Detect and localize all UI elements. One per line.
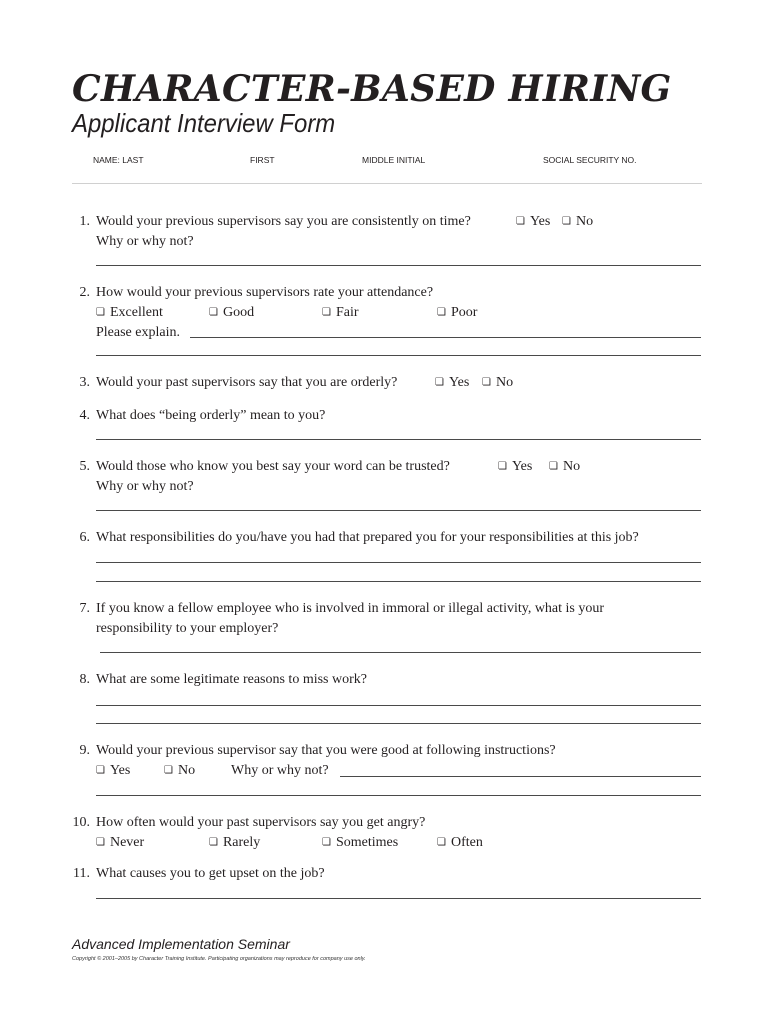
header-divider	[72, 183, 702, 184]
answer-line[interactable]	[96, 705, 701, 706]
question-number: 6.	[79, 530, 90, 545]
question-followup: Please explain.	[96, 325, 180, 340]
question-text: What causes you to get upset on the job?	[96, 866, 325, 881]
checkbox-icon[interactable]: ❏	[516, 216, 525, 227]
answer-line[interactable]	[96, 795, 701, 796]
checkbox-icon[interactable]: ❏	[435, 377, 444, 388]
checkbox-icon[interactable]: ❏	[96, 765, 105, 776]
question-number: 5.	[79, 459, 90, 474]
checkbox-icon[interactable]: ❏	[322, 837, 331, 848]
option-poor[interactable]: ❏ Poor	[437, 305, 478, 320]
checkbox-icon[interactable]: ❏	[437, 307, 446, 318]
question-followup: Why or why not?	[96, 479, 194, 494]
question-text: Would those who know you best say your word can be trusted?	[96, 459, 450, 474]
question-text: What does “being orderly” mean to you?	[96, 408, 326, 423]
option-good[interactable]: ❏ Good	[209, 305, 255, 320]
question-text: If you know a fellow employee who is involved in immoral or illegal activity, what is your	[96, 601, 605, 616]
question-number: 2.	[79, 285, 90, 300]
copyright-notice: Copyright © 2001–2005 by Character Training Institute. Participating organizations may reproduce for company use only.	[72, 956, 366, 962]
checkbox-icon[interactable]: ❏	[322, 307, 331, 318]
option-often[interactable]: ❏ Often	[437, 835, 483, 850]
question-text: Would your previous supervisor say that you were good at following instructions?	[96, 743, 556, 758]
form-title: CHARACTER-BASED HIRING	[72, 68, 672, 110]
question-number: 11.	[73, 866, 90, 881]
question-text: What are some legitimate reasons to miss work?	[96, 672, 367, 687]
answer-line[interactable]	[96, 510, 701, 511]
answer-line[interactable]	[96, 439, 701, 440]
question-followup: Why or why not?	[96, 234, 194, 249]
question-followup: Why or why not?	[231, 763, 329, 778]
option-excellent[interactable]: ❏ Excellent	[96, 305, 163, 320]
option-sometimes[interactable]: ❏ Sometimes	[322, 835, 399, 850]
question-number: 10.	[72, 815, 90, 830]
answer-line[interactable]	[190, 337, 701, 338]
option-yes[interactable]: ❏ Yes	[96, 763, 131, 778]
checkbox-icon[interactable]: ❏	[562, 216, 571, 227]
answer-line[interactable]	[100, 652, 701, 653]
answer-line[interactable]	[96, 723, 701, 724]
middle-initial-label: MIDDLE INITIAL	[362, 155, 426, 165]
option-yes[interactable]: ❏ Yes	[498, 459, 533, 474]
checkbox-icon[interactable]: ❏	[209, 837, 218, 848]
checkbox-icon[interactable]: ❏	[482, 377, 491, 388]
name-last-label: NAME: LAST	[93, 155, 144, 165]
option-no[interactable]: ❏ No	[164, 763, 196, 778]
question-text: Would your previous supervisors say you are consistently on time?	[96, 214, 471, 229]
question-text: How would your previous supervisors rate your attendance?	[96, 285, 434, 300]
option-fair[interactable]: ❏ Fair	[322, 305, 359, 320]
question-text: Would your past supervisors say that you are orderly?	[96, 375, 398, 390]
first-name-label: FIRST	[250, 155, 275, 165]
question-text: How often would your past supervisors say you get angry?	[96, 815, 426, 830]
form-subtitle: Applicant Interview Form	[72, 108, 336, 138]
option-yes[interactable]: ❏ Yes	[516, 214, 551, 229]
option-no[interactable]: ❏ No	[549, 459, 581, 474]
option-no[interactable]: ❏ No	[562, 214, 594, 229]
question-number: 8.	[79, 672, 90, 687]
question-number: 7.	[79, 601, 90, 616]
question-number: 1.	[79, 214, 90, 229]
ssn-label: SOCIAL SECURITY NO.	[543, 155, 637, 165]
answer-line[interactable]	[96, 581, 701, 582]
checkbox-icon[interactable]: ❏	[209, 307, 218, 318]
question-number: 9.	[79, 743, 90, 758]
checkbox-icon[interactable]: ❏	[549, 461, 558, 472]
question-number: 4.	[79, 408, 90, 423]
question-number: 3.	[79, 375, 90, 390]
checkbox-icon[interactable]: ❏	[96, 307, 105, 318]
answer-line[interactable]	[96, 562, 701, 563]
option-no[interactable]: ❏ No	[482, 375, 514, 390]
answer-line[interactable]	[96, 265, 701, 266]
question-followup: responsibility to your employer?	[96, 621, 279, 636]
option-yes[interactable]: ❏ Yes	[435, 375, 470, 390]
answer-line[interactable]	[96, 355, 701, 356]
option-rarely[interactable]: ❏ Rarely	[209, 835, 261, 850]
answer-line[interactable]	[340, 776, 701, 777]
answer-line[interactable]	[96, 898, 701, 899]
footer-title: Advanced Implementation Seminar	[72, 936, 290, 952]
question-text: What responsibilities do you/have you had that prepared you for your responsibilities at this job?	[96, 530, 639, 545]
checkbox-icon[interactable]: ❏	[96, 837, 105, 848]
checkbox-icon[interactable]: ❏	[498, 461, 507, 472]
checkbox-icon[interactable]: ❏	[437, 837, 446, 848]
checkbox-icon[interactable]: ❏	[164, 765, 173, 776]
option-never[interactable]: ❏ Never	[96, 835, 145, 850]
